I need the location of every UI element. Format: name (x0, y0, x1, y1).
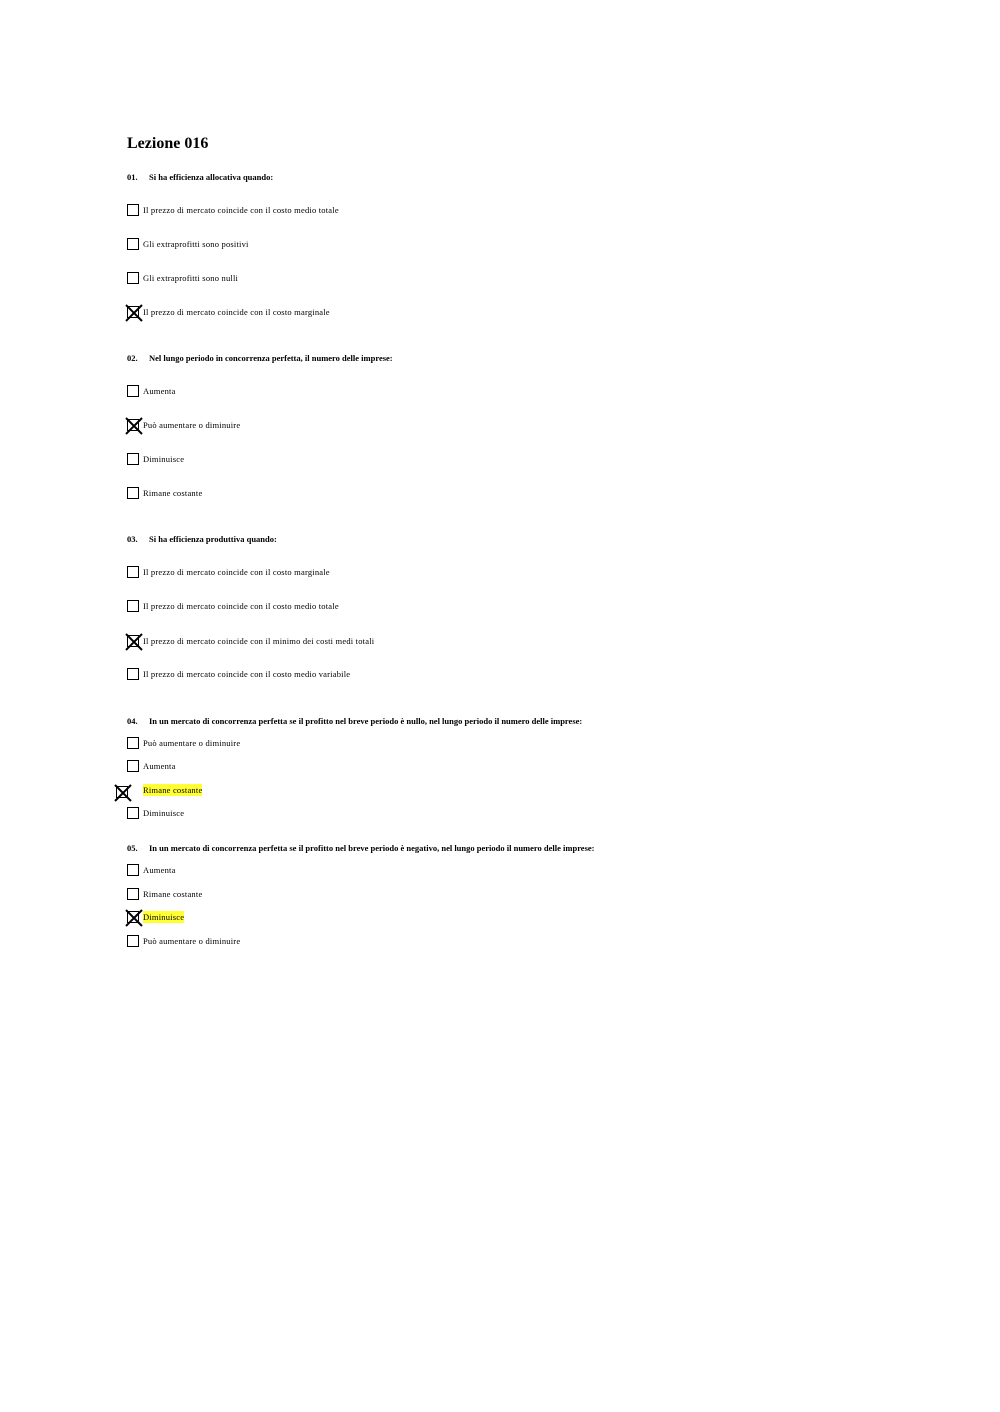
checkbox[interactable] (127, 935, 139, 947)
answer-text: Il prezzo di mercato coincide con il costo marginale (143, 307, 330, 317)
checkbox[interactable] (127, 566, 139, 578)
checkbox[interactable] (116, 786, 128, 798)
checkbox[interactable] (127, 487, 139, 499)
answer-text: Rimane costante (143, 488, 203, 498)
question-text: In un mercato di concorrenza perfetta se il profitto nel breve periodo è negativo, nel lungo periodo il numero delle imprese: (149, 843, 595, 853)
check-x-icon (124, 908, 144, 928)
question-number: 04. (127, 716, 138, 726)
checkbox[interactable] (127, 600, 139, 612)
question-number: 05. (127, 843, 138, 853)
checkbox[interactable] (127, 737, 139, 749)
question-text: Si ha efficienza allocativa quando: (149, 172, 274, 182)
check-x-icon (124, 632, 144, 652)
checkbox[interactable] (127, 385, 139, 397)
answer-text: Può aumentare o diminuire (143, 738, 241, 748)
answer-text: Aumenta (143, 761, 176, 771)
question-04 (127, 715, 582, 727)
answer-text: Può aumentare o diminuire (143, 420, 241, 430)
question-number: 02. (127, 353, 138, 363)
checkbox[interactable] (127, 453, 139, 465)
answer-text: Diminuisce (143, 808, 185, 818)
question-02 (127, 352, 393, 364)
checkbox[interactable] (127, 272, 139, 284)
checkbox[interactable] (127, 238, 139, 250)
checkbox[interactable] (127, 306, 139, 318)
checkbox[interactable] (127, 864, 139, 876)
checkbox[interactable] (127, 419, 139, 431)
question-01 (127, 171, 273, 183)
answer-text: Il prezzo di mercato coincide con il costo medio variabile (143, 669, 351, 679)
check-x-icon (124, 303, 144, 323)
check-x-icon (124, 416, 144, 436)
checkbox[interactable] (127, 204, 139, 216)
checkbox[interactable] (127, 807, 139, 819)
answer-text: Diminuisce (143, 454, 185, 464)
answer-text: Può aumentare o diminuire (143, 936, 241, 946)
question-03 (127, 533, 277, 545)
answer-text: Aumenta (143, 386, 176, 396)
answer-text: Gli extraprofitti sono nulli (143, 273, 239, 283)
question-number: 03. (127, 534, 138, 544)
answer-text: Diminuisce (143, 912, 185, 922)
question-05 (127, 842, 595, 854)
answer-text: Gli extraprofitti sono positivi (143, 239, 249, 249)
check-x-icon (113, 783, 133, 803)
checkbox[interactable] (127, 668, 139, 680)
checkbox[interactable] (127, 911, 139, 923)
answer-text: Il prezzo di mercato coincide con il minimo dei costi medi totali (143, 636, 375, 646)
question-number: 01. (127, 172, 138, 182)
answer-text: Aumenta (143, 865, 176, 875)
answer-text: Il prezzo di mercato coincide con il costo medio totale (143, 601, 339, 611)
question-text: Nel lungo periodo in concorrenza perfetta, il numero delle imprese: (149, 353, 393, 363)
checkbox[interactable] (127, 635, 139, 647)
question-text: Si ha efficienza produttiva quando: (149, 534, 277, 544)
page-title: Lezione 016 (127, 135, 209, 152)
answer-text: Rimane costante (143, 785, 203, 795)
answer-text: Il prezzo di mercato coincide con il costo marginale (143, 567, 330, 577)
question-text: In un mercato di concorrenza perfetta se il profitto nel breve periodo è nullo, nel lungo periodo il numero delle imprese: (149, 716, 583, 726)
checkbox[interactable] (127, 888, 139, 900)
answer-text: Il prezzo di mercato coincide con il costo medio totale (143, 205, 339, 215)
checkbox[interactable] (127, 760, 139, 772)
answer-text: Rimane costante (143, 889, 203, 899)
